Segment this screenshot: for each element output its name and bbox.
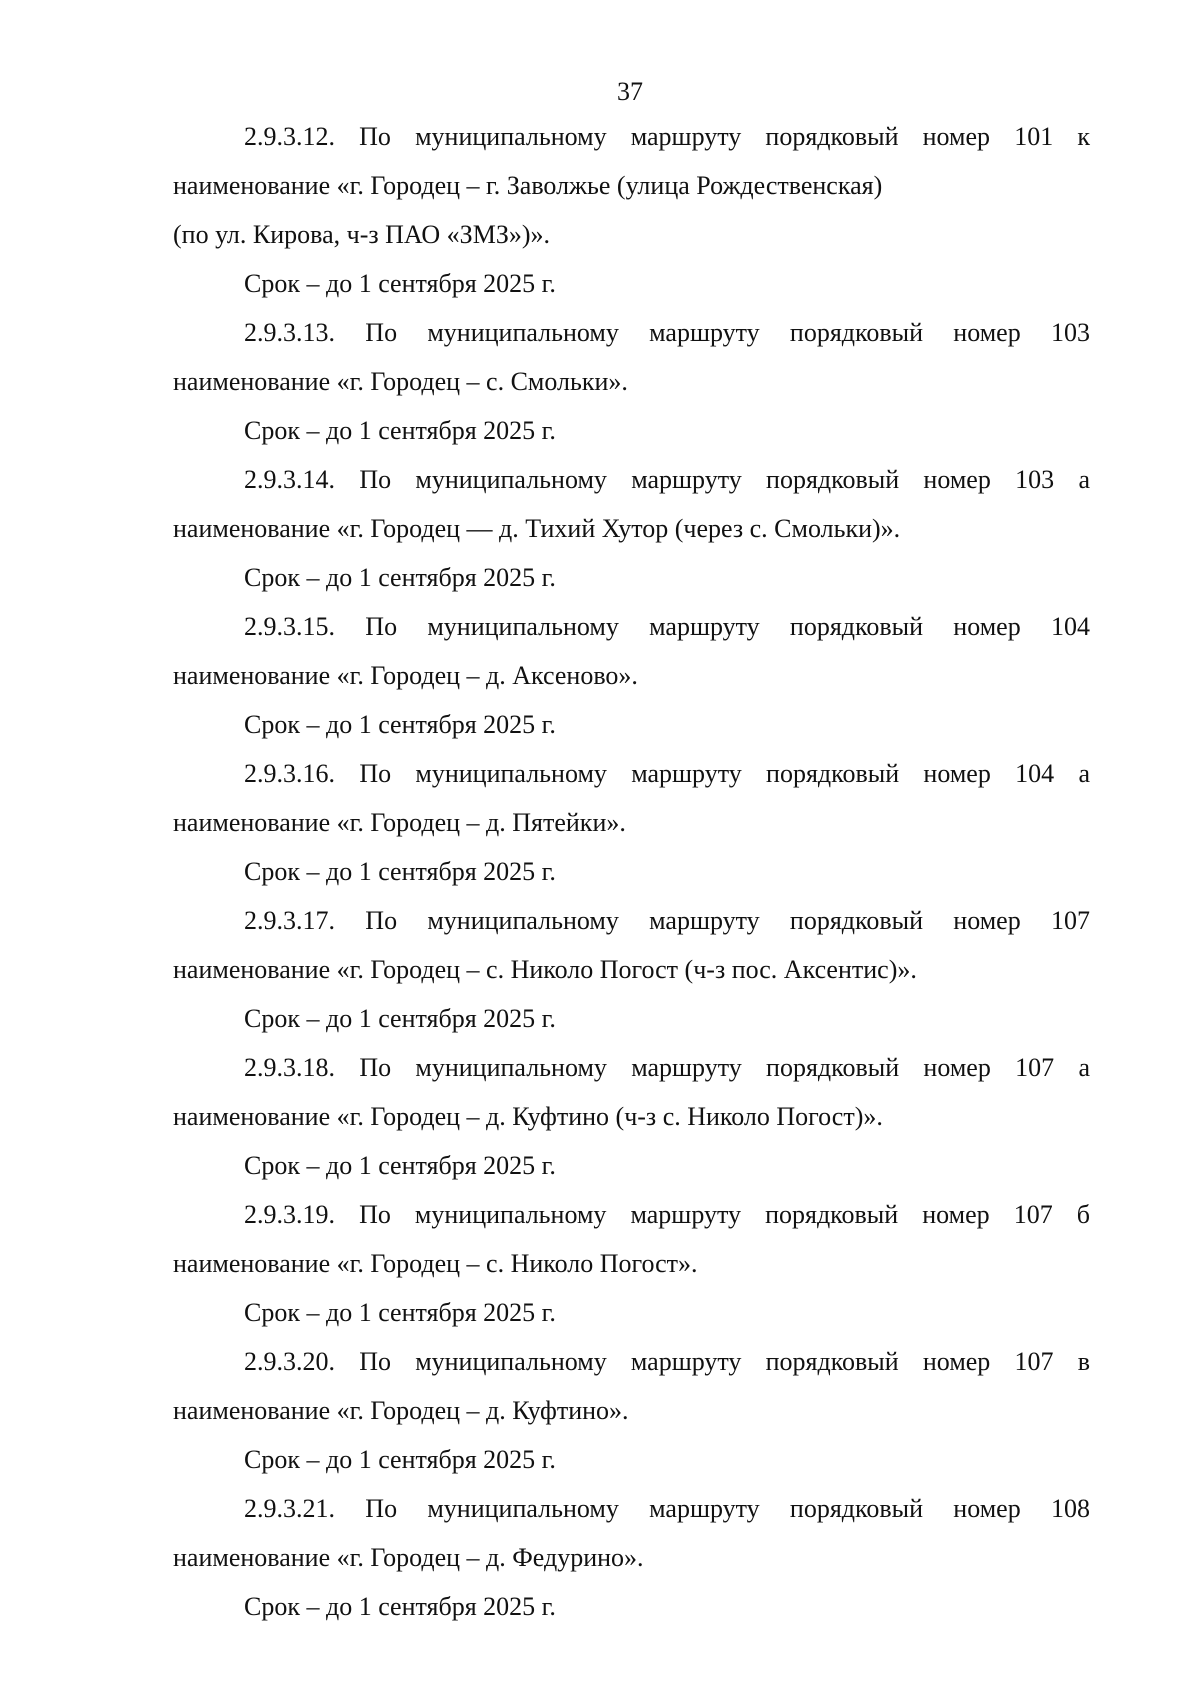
route-paragraph-line2: наименование «г. Городец – с. Николо Погост (ч-з пос. Аксентис)». xyxy=(173,955,917,984)
route-item xyxy=(173,455,1090,602)
route-item xyxy=(173,112,1090,308)
route-paragraph-line1: 2.9.3.13. По муниципальному маршруту порядковый номер 103 xyxy=(244,318,1090,347)
deadline-text: Срок – до 1 сентября 2025 г. xyxy=(244,857,556,886)
route-paragraph-line1: 2.9.3.15. По муниципальному маршруту порядковый номер 104 xyxy=(244,612,1090,641)
route-item xyxy=(173,308,1090,455)
route-item xyxy=(173,896,1090,1043)
route-paragraph-line1: 2.9.3.18. По муниципальному маршруту порядковый номер 107 а xyxy=(244,1053,1090,1082)
route-item xyxy=(173,1337,1090,1484)
route-paragraph-line1: 2.9.3.17. По муниципальному маршруту порядковый номер 107 xyxy=(244,906,1090,935)
deadline-text: Срок – до 1 сентября 2025 г. xyxy=(244,416,556,445)
deadline-text: Срок – до 1 сентября 2025 г. xyxy=(244,1445,556,1474)
route-item xyxy=(173,602,1090,749)
route-paragraph-line1: 2.9.3.19. По муниципальному маршруту порядковый номер 107 б xyxy=(244,1200,1090,1229)
route-paragraph-line1: 2.9.3.21. По муниципальному маршруту порядковый номер 108 xyxy=(244,1494,1090,1523)
route-paragraph xyxy=(173,112,1090,259)
route-item xyxy=(173,1484,1090,1631)
deadline-text: Срок – до 1 сентября 2025 г. xyxy=(244,269,556,298)
deadline-text: Срок – до 1 сентября 2025 г. xyxy=(244,1004,556,1033)
route-paragraph-line2: наименование «г. Городец – д. Куфтино (ч-з с. Николо Погост)». xyxy=(173,1102,883,1131)
deadline-text: Срок – до 1 сентября 2025 г. xyxy=(244,563,556,592)
deadline-text: Срок – до 1 сентября 2025 г. xyxy=(244,1298,556,1327)
route-paragraph-line1: 2.9.3.14. По муниципальному маршруту порядковый номер 103 а xyxy=(244,465,1090,494)
deadline-text: Срок – до 1 сентября 2025 г. xyxy=(244,710,556,739)
route-paragraph-line2: наименование «г. Городец – д. Пятейки». xyxy=(173,808,626,837)
route-text-line2: (по ул. Кирова, ч-з ПАО «ЗМЗ»)». xyxy=(173,220,550,249)
route-paragraph-line2: наименование «г. Городец – д. Федурино». xyxy=(173,1543,644,1572)
deadline-text: Срок – до 1 сентября 2025 г. xyxy=(244,1592,556,1621)
document-body xyxy=(173,112,1090,1631)
route-paragraph-line2: наименование «г. Городец – с. Николо Погост». xyxy=(173,1249,698,1278)
deadline-text: Срок – до 1 сентября 2025 г. xyxy=(244,1151,556,1180)
route-paragraph-line1: 2.9.3.16. По муниципальному маршруту порядковый номер 104 а xyxy=(244,759,1090,788)
route-text-line1: 2.9.3.12. По муниципальному маршруту порядковый номер 101 к наименование «г. Городец – г. Заволжье (улица Рождественская) xyxy=(173,122,1090,200)
route-item xyxy=(173,1043,1090,1190)
route-paragraph-line2: наименование «г. Городец – д. Куфтино». xyxy=(173,1396,629,1425)
page-number: 37 xyxy=(617,77,643,106)
route-paragraph-line2: наименование «г. Городец – с. Смольки». xyxy=(173,367,628,396)
route-paragraph-line2: наименование «г. Городец — д. Тихий Хутор (через с. Смольки)». xyxy=(173,514,901,543)
route-paragraph-line2: наименование «г. Городец – д. Аксеново». xyxy=(173,661,638,690)
route-paragraph-line1: 2.9.3.20. По муниципальному маршруту порядковый номер 107 в xyxy=(244,1347,1090,1376)
route-item xyxy=(173,1190,1090,1337)
route-item xyxy=(173,749,1090,896)
